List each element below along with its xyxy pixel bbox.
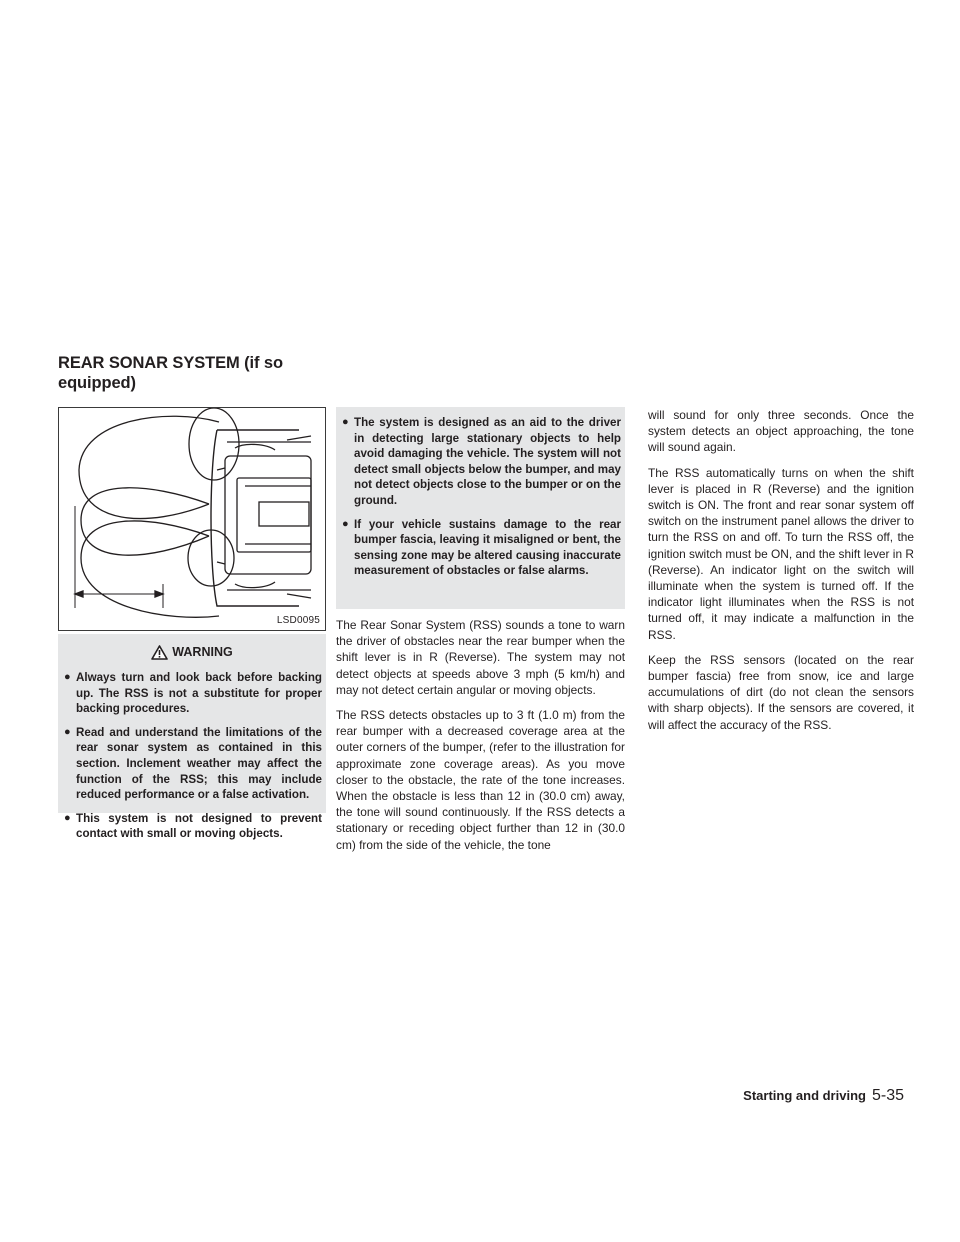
warning-header: [58, 634, 326, 666]
warning-list-right: [336, 407, 625, 579]
warning-list-left: [58, 666, 326, 842]
bullet-icon: ●: [342, 517, 349, 530]
page-number: 5-35: [871, 1087, 904, 1104]
rear-sonar-illustration: [58, 407, 326, 631]
warning-box: [58, 634, 326, 841]
list-item: ● If your vehicle sustains damage to the rear bumper fascia, leaving it misaligned or bent, the sensing zone may be altered causing inaccurate measurement of obstacles or false alarms.: [342, 517, 621, 578]
body-text-middle: [336, 617, 625, 862]
bullet-icon: ●: [64, 671, 71, 683]
paragraph: will sound for only three seconds. Once the system detects an object approaching, the tone will sound again.: [648, 408, 914, 455]
bullet-icon: ●: [64, 725, 71, 738]
paragraph: The RSS detects obstacles up to 3 ft (1.0 m) from the rear bumper with a decreased coverage area at the outer corners of the bumper, (refer to the illustration for approximate zone coverage areas). As you move closer to the obstacle, the rate of the tone increases. When the obstacle is less than 12 in (30.0 cm) away, the tone will sound continuously. If the RSS detects a stationary or receding object further than 12 in (30.0 cm) from the side of the vehicle, the tone: [336, 708, 625, 852]
vehicle-top-view-diagram: [59, 408, 327, 632]
paragraph: Keep the RSS sensors (located on the rear bumper fascia) free from snow, ice and large accumulations of dirt (do not clean the sensors with sharp objects). If the sensors are covered, it will affect the accuracy of the RSS.: [648, 652, 914, 732]
figure-code: LSD0095: [276, 615, 320, 626]
paragraph: The RSS automatically turns on when the shift lever is placed in R (Reverse) and the ignition switch is ON. The front and rear sonar system off switch on the instrument panel allows the driver to turn the RSS on and off. To turn the RSS off, the ignition switch must be ON, and the shift lever in R (Reverse). An indicator light on the switch will illuminate when the system is turned off. If the indicator light illuminates when the RSS is not turned off, it may indicate a malfunction in the RSS.: [648, 465, 914, 642]
list-item: ● The system is designed as an aid to the driver in detecting large stationary objects to help avoid damaging the vehicle. The system will not detect small objects below the bumper, and may not detect objects close to the bumper or on the ground.: [342, 416, 621, 507]
list-item: ● This system is not designed to prevent contact with small or moving objects.: [64, 811, 322, 841]
chapter-name: Starting and driving: [743, 1088, 866, 1103]
warning-box-continued: [336, 407, 625, 609]
warning-heading: WARNING: [172, 645, 233, 659]
warning-triangle-icon: [151, 645, 168, 660]
bullet-icon: ●: [64, 811, 71, 824]
body-text-right: [648, 407, 914, 742]
section-title: REAR SONAR SYSTEM (if so equipped): [58, 354, 283, 392]
list-item: ● Always turn and look back before backing up. The RSS is not a substitute for proper backing procedures.: [64, 671, 322, 716]
bullet-icon: ●: [342, 416, 349, 428]
paragraph: The Rear Sonar System (RSS) sounds a tone to warn the driver of obstacles near the rear bumper when the shift lever is in R (Reverse). The system may not detect objects at speeds above 3 mph (5 km/h) and may not detect certain angular or moving objects.: [336, 618, 625, 697]
page-footer: [743, 1087, 904, 1105]
list-item: ● Read and understand the limitations of the rear sonar system as contained in this section. Inclement weather may affect the function of the RSS; this may include reduced performance or a false activation.: [64, 725, 322, 802]
